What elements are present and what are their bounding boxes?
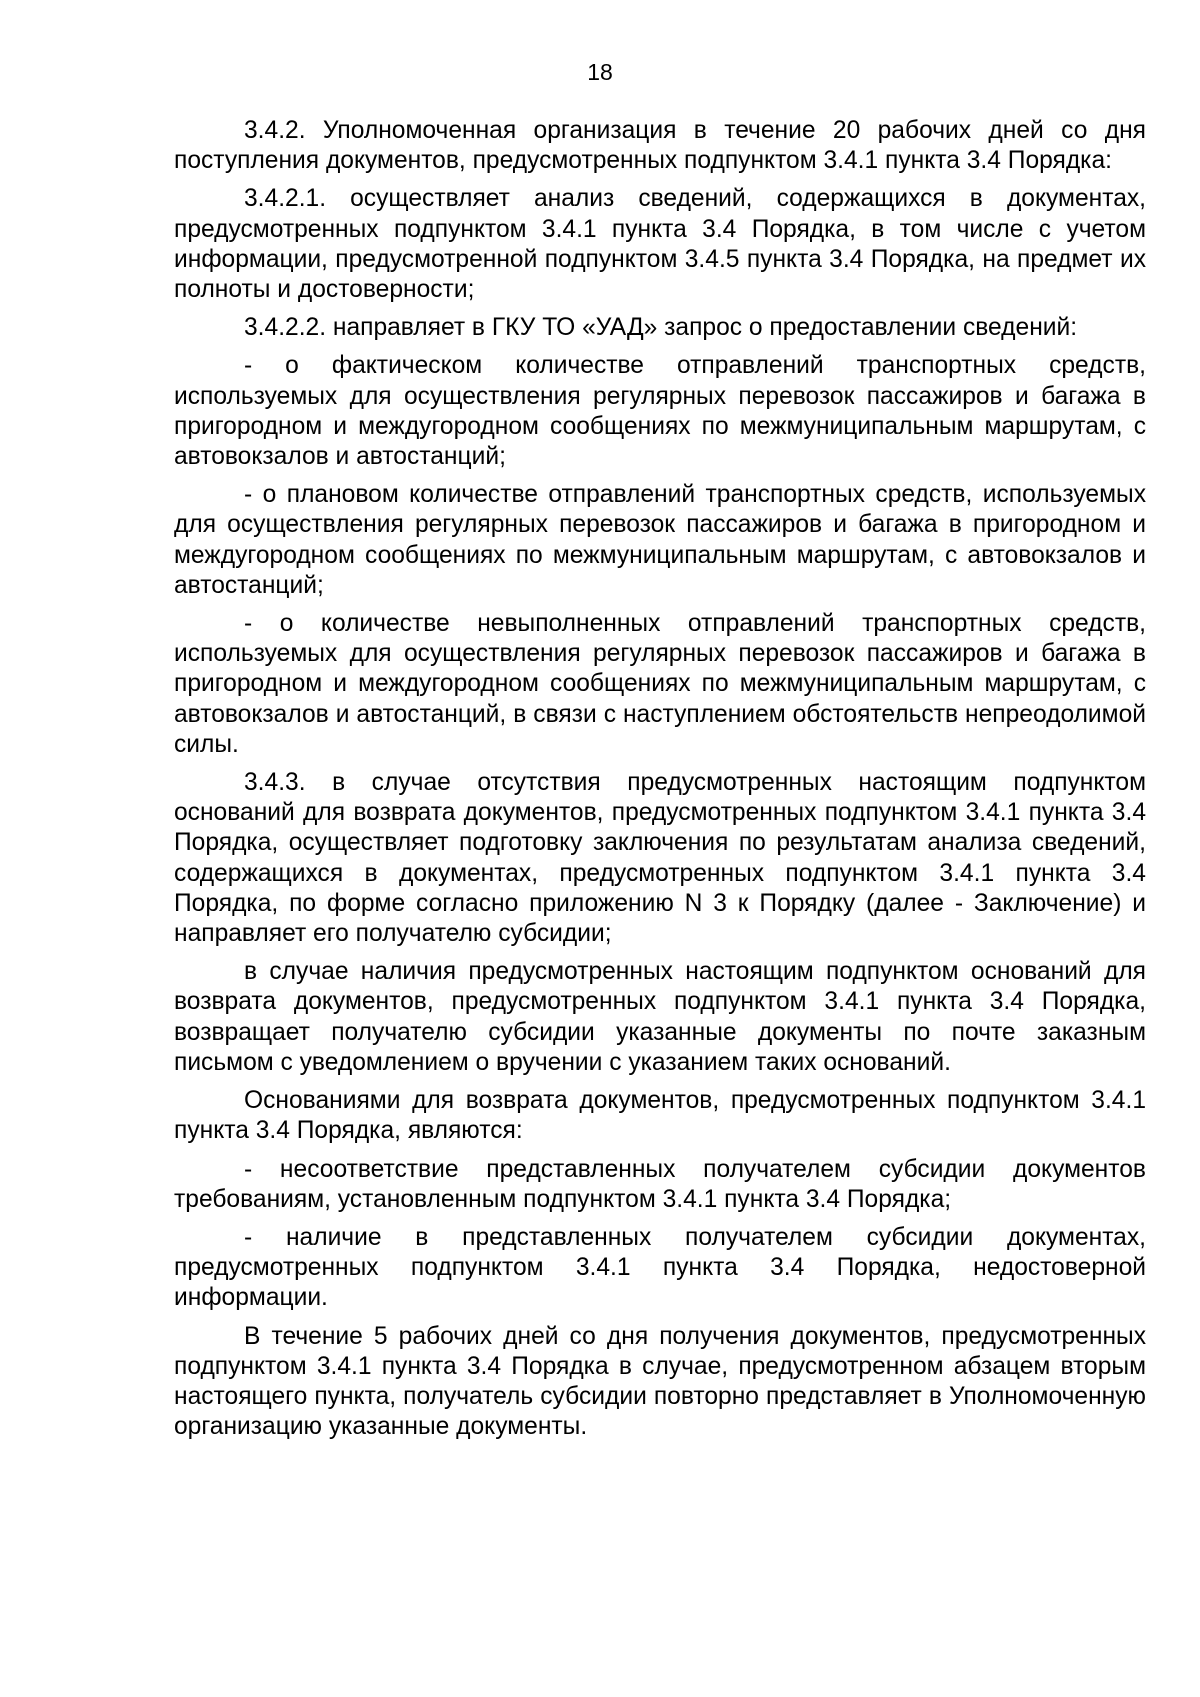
list-item-unfulfilled-departures: - о количестве невыполненных отправлений транспортных средств, используемых для осуществления регулярных перевозок пассажиров и багажа в пригородном и междугородном сообщениях по межмуниципальным маршрутам, с автовокзалов и автостанций, в связи с наступлением обстоятельств непреодолимой силы.: [174, 610, 1146, 758]
paragraph-3-4-3: 3.4.3. в случае отсутствия предусмотренных настоящим подпунктом оснований для возврата документов, предусмотренных подпунктом 3.4.1 пункта 3.4 Порядка, осуществляет подготовку заключения по результатам анализа сведений, содержащихся в документах, предусмотренных подпунктом 3.4.1 пункта 3.4 Порядка, по форме согласно приложению N 3 к Порядку (далее - Заключение) и направляет его получателю субсидии;: [174, 769, 1146, 948]
list-item-actual-departures: - о фактическом количестве отправлений транспортных средств, используемых для осуществления регулярных перевозок пассажиров и багажа в пригородном и междугородном сообщениях по межмуниципальным маршрутам, с автовокзалов и автостанций;: [174, 352, 1146, 471]
page-number: 18: [587, 59, 613, 85]
list-item-planned-departures: - о плановом количестве отправлений транспортных средств, используемых для осуществления регулярных перевозок пассажиров и багажа в пригородном и междугородном сообщениях по межмуниципальным маршрутам, с автовокзалов и автостанций;: [174, 481, 1146, 599]
paragraph-resubmission: В течение 5 рабочих дней со дня получения документов, предусмотренных подпунктом 3.4.1 пункта 3.4 Порядка в случае, предусмотренном абзацем вторым настоящего пункта, получатель субсидии повторно представляет в Уполномоченную организацию указанные документы.: [174, 1322, 1146, 1441]
document-body: [174, 116, 1146, 1450]
paragraph-3-4-2-1: 3.4.2.1. осуществляет анализ сведений, содержащихся в документах, предусмотренных подпунктом 3.4.1 пункта 3.4 Порядка, в том числе с учетом информации, предусмотренной подпунктом 3.4.5 пункта 3.4 Порядка, на предмет их полноты и достоверности;: [174, 185, 1146, 304]
paragraph-3-4-2: 3.4.2. Уполномоченная организация в течение 20 рабочих дней со дня поступления документов, предусмотренных подпунктом 3.4.1 пункта 3.4 Порядка:: [174, 117, 1146, 175]
list-item-nonconformity: - несоответствие представленных получателем субсидии документов требованиям, установленным подпунктом 3.4.1 пункта 3.4 Порядка;: [174, 1155, 1146, 1213]
paragraph-3-4-2-2: 3.4.2.2. направляет в ГКУ ТО «УАД» запрос о предоставлении сведений:: [244, 314, 1078, 342]
paragraph-return-documents: в случае наличия предусмотренных настоящим подпунктом оснований для возврата документов, предусмотренных подпунктом 3.4.1 пункта 3.4 Порядка, возвращает получателю субсидии указанные документы по почте заказным письмом с уведомлением о вручении с указанием таких оснований.: [174, 958, 1146, 1076]
paragraph-return-grounds: Основаниями для возврата документов, предусмотренных подпунктом 3.4.1 пункта 3.4 Порядка, являются:: [174, 1087, 1146, 1145]
list-item-unreliable-info: - наличие в представленных получателем субсидии документах, предусмотренных подпунктом 3.4.1 пункта 3.4 Порядка, недостоверной информации.: [174, 1223, 1146, 1312]
